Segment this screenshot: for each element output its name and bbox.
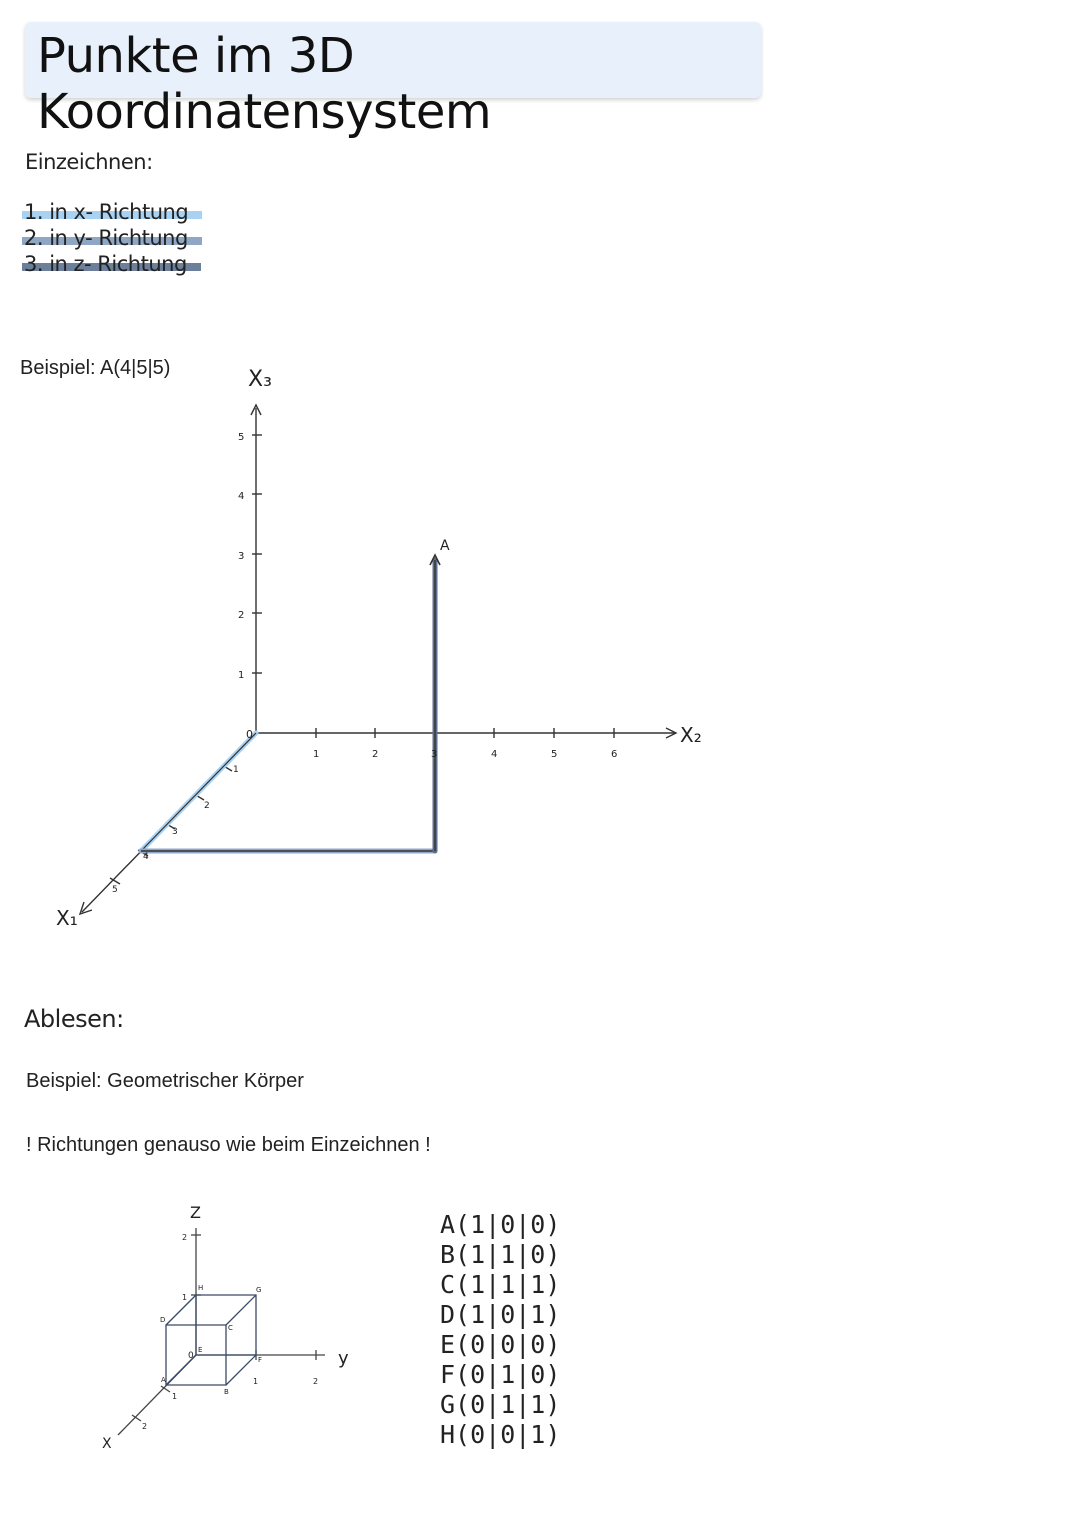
coord-b: B(1|1|0) — [440, 1240, 561, 1269]
vertex-f: F — [258, 1356, 263, 1364]
x3-tick-5: 5 — [238, 432, 245, 443]
vertex-g: G — [256, 1286, 262, 1294]
coordinate-list — [440, 1210, 560, 1450]
x1-tick-5: 5 — [112, 885, 118, 895]
y-tick-2: 2 — [313, 1377, 319, 1386]
vertex-a: A — [161, 1376, 166, 1384]
x-tick-1: 1 — [172, 1392, 178, 1401]
heading-einzeichnen: Einzeichnen: — [25, 150, 153, 174]
step-3-text: 3. in z- Richtung — [22, 252, 201, 276]
label-x3-axis: X₃ — [248, 367, 272, 392]
coord-g: G(0|1|1) — [440, 1390, 561, 1419]
coord-c: C(1|1|1) — [440, 1270, 561, 1299]
x2-tick-2: 2 — [372, 749, 379, 760]
x3-tick-1: 1 — [238, 670, 245, 681]
page-title: Punkte im 3D Koordinatensystem — [37, 28, 492, 140]
vertex-b: B — [224, 1388, 229, 1396]
z-tick-1: 1 — [182, 1293, 188, 1302]
label-x1-axis: X₁ — [56, 906, 78, 930]
label-x-axis: X — [102, 1436, 112, 1452]
note-directions: ! Richtungen genauso wie beim Einzeichnen ! — [26, 1134, 431, 1156]
cube-origin: 0 — [188, 1351, 194, 1361]
x2-tick-4: 4 — [491, 749, 498, 760]
x-tick-2: 2 — [142, 1422, 148, 1431]
x1-tick-4: 4 — [143, 852, 149, 862]
heading-ablesen: Ablesen: — [24, 1005, 124, 1033]
x3-tick-4: 4 — [238, 491, 245, 502]
vertex-c: C — [228, 1324, 233, 1332]
coord-h: H(0|0|1) — [440, 1420, 561, 1449]
x2-tick-6: 6 — [611, 749, 618, 760]
x1-tick-3: 3 — [172, 827, 178, 837]
label-y-axis: y — [338, 1348, 349, 1369]
label-x2-axis: X₂ — [680, 723, 702, 747]
vertex-h: H — [198, 1284, 204, 1292]
x2-tick-1: 1 — [313, 749, 320, 760]
x3-tick-2: 2 — [238, 610, 245, 621]
x1-tick-1: 1 — [233, 765, 239, 775]
vertex-d: D — [160, 1316, 166, 1324]
x3-tick-3: 3 — [238, 551, 245, 562]
cube — [166, 1295, 259, 1386]
label-point-a: A — [440, 538, 450, 554]
example-body: Beispiel: Geometrischer Körper — [26, 1070, 304, 1092]
x2-tick-3: 3 — [431, 749, 438, 760]
coord-f: F(0|1|0) — [440, 1360, 561, 1389]
x2-tick-5: 5 — [551, 749, 558, 760]
step-2-text: 2. in y- Richtung — [22, 226, 202, 250]
step-1-text: 1. in x- Richtung — [22, 200, 202, 224]
z-tick-2: 2 — [182, 1233, 188, 1242]
label-origin: 0 — [246, 728, 253, 741]
coord-d: D(1|0|1) — [440, 1300, 561, 1329]
coord-a: A(1|0|0) — [440, 1210, 561, 1239]
vertex-e: E — [198, 1346, 203, 1354]
coord-e: E(0|0|0) — [440, 1330, 561, 1359]
label-z-axis: Z — [190, 1203, 201, 1222]
y-tick-1: 1 — [253, 1377, 259, 1386]
x1-tick-2: 2 — [204, 801, 210, 811]
example-point: Beispiel: A(4|5|5) — [20, 357, 171, 379]
